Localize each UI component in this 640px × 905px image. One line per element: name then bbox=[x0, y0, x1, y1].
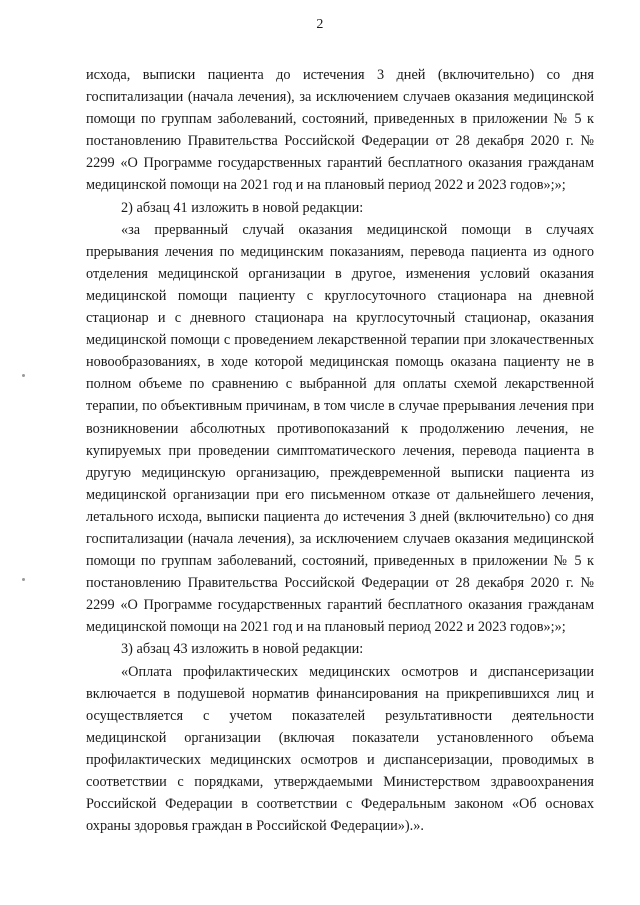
margin-mark bbox=[22, 578, 25, 581]
paragraph-item-2-text: «за прерванный случай оказания медицинской помощи в случаях прерывания лечения по медицинским показаниям, перевода пациента из одного отделения медицинской организации в другое, изменения условий оказания медицинской помощи пациенту с круглосуточного стационара на дневной стационар и с дневного стационара на круглосуточный стационар, оказания медицинской помощи с проведением лекарственной терапии при злокачественных новообразованиях, в ходе которой медицинская помощь оказана пациенту не в полном объеме по сравнению с выбранной для оплаты схемой лекарственной терапии, по объективным причинам, в том числе в случае прерывания лечения при возникновении абсолютных противопоказаний к продолжению лечения, не купируемых при проведении симптоматического лечения, перевода пациента в другую медицинскую организацию, преждевременной выписки пациента из медицинской организации при его письменном отказе от дальнейшего лечения, летального исхода, выписки пациента до истечения 3 дней (включительно) со дня госпитализации (начала лечения), за исключением случаев оказания медицинской помощи по группам заболеваний, состояний, приведенных в приложении № 5 к постановлению Правительства Российской Федерации от 28 декабря 2020 г. № 2299 «О Программе государственных гарантий бесплатного оказания гражданам медицинской помощи на 2021 год и на плановый период 2022 и 2023 годов»;»; bbox=[86, 221, 594, 636]
margin-mark bbox=[22, 374, 25, 377]
page-number: 2 bbox=[316, 17, 324, 32]
paragraph-item-3-text: «Оплата профилактических медицинских осмотров и диспансеризации включается в подушевой норматив финансирования на прикрепившихся лиц и осуществляется с учетом показателей результативности деятельности медицинской организации (включая показатели установленного объема профилактических медицинских осмотров и диспансеризации, проводимых в соответствии с порядками, утверждаемыми Министерством здравоохранения Российской Федерации в соответствии с Федеральным законом «Об основах охраны здоровья граждан в Российской Федерации»).». bbox=[86, 663, 594, 835]
paragraph-continuation: исхода, выписки пациента до истечения 3 дней (включительно) со дня госпитализации (начала лечения), за исключением случаев оказания медицинской помощи по группам заболеваний, состояний, приведенных в приложении № 5 к постановлению Правительства Российской Федерации от 28 декабря 2020 г. № 2299 «О Программе государственных гарантий бесплатного оказания гражданам медицинской помощи на 2021 год и на плановый период 2022 и 2023 годов»;»; bbox=[86, 67, 594, 194]
paragraph-item-2-heading: 2) абзац 41 изложить в новой редакции: bbox=[121, 199, 364, 216]
paragraph-item-3-heading: 3) абзац 43 изложить в новой редакции: bbox=[121, 641, 364, 658]
document-body bbox=[86, 64, 594, 837]
